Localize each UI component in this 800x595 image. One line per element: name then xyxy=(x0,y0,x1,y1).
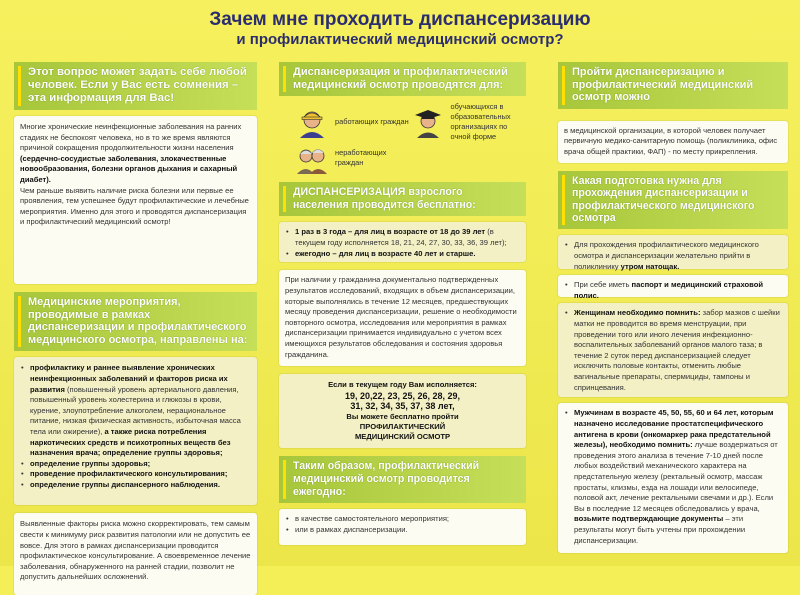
year-box xyxy=(279,374,526,448)
documents-box xyxy=(279,270,526,366)
prep-list-3 xyxy=(564,308,782,393)
risk-box xyxy=(14,513,257,595)
intro-text-b: (сердечно-сосудистые заболевания, злокачественные новообразования, болезни органов дыхания и сахарный диабет). xyxy=(20,153,238,184)
student-icon xyxy=(411,106,445,138)
free-list xyxy=(285,227,520,259)
column-3 xyxy=(558,62,788,553)
prep-item: • Мужчинам в возрасте 45, 50, 55, 60 и 64 лет, которым назначено исследование простатспецифического антигена в крови (онкомаркер рака предстательной железы), необходимо помнить: лучше воздержаться от проведения этого анализа в течение 7-10 дней после любых воздействий механического характера на предстательную железу (ректальный осмотр, массаж простаты, клизмы, езда на лошади или велосипеде, половой акт, лечение ректальными свечами и др.). Если Вы в последние 12 месяцев обследовались у врача, возьмите подтверждающие документы – эти результаты могут быть учтены при прохождении диспансеризации. xyxy=(564,408,782,546)
who-item-working xyxy=(295,104,411,140)
annual-item: • в качестве самостоятельного мероприятия; xyxy=(285,514,520,525)
page-title xyxy=(0,10,800,50)
prep-item: • Для прохождения профилактического медицинского осмотра и диспансеризации желательно прийти в поликлинику утром натощак. xyxy=(564,240,782,272)
year-line: 31, 32, 34, 35, 37, 38 лет, xyxy=(350,401,455,412)
where-paragraph: в медицинской организации, в которой человек получает первичную медико-санитарную помощь (поликлиника, офис врача общей практики, ФАП) - по месту прикрепления. xyxy=(564,125,778,156)
measure-item: • определение группы диспансерного наблюдения. xyxy=(20,480,251,491)
annual-item: • или в рамках диспансеризации. xyxy=(285,525,520,536)
year-line: 19, 20,22, 23, 25, 26, 28, 29, xyxy=(344,390,461,401)
column-1 xyxy=(14,62,257,595)
measures-header: Медицинские мероприятия, проводимые в рамках диспансеризации и профилактического медицинского осмотра, направлены на: xyxy=(14,292,257,351)
measures-box xyxy=(14,357,257,505)
prep-item: • При себе иметь паспорт и медицинский страховой полис. xyxy=(564,280,782,301)
prep-list-2 xyxy=(564,280,782,301)
prep-list-4 xyxy=(564,408,782,546)
intro-paragraph-2: Чем раньше выявить наличие риска болезни или первые ее проявления, тем успешнее будут профилактические и лечебные мероприятия. Именно для этого и проводятся диспансеризация и профилактический медицинский осмотр! xyxy=(20,185,249,227)
page-title-line2: и профилактический медицинский осмотр? xyxy=(236,31,564,48)
prep-box-3 xyxy=(558,303,788,397)
who-grid xyxy=(279,104,526,176)
annual-box xyxy=(279,509,526,545)
who-label: обучающихся в образовательных организациях по очной форме xyxy=(450,102,511,142)
year-line: Если в текущем году Вам исполняется: xyxy=(328,380,477,390)
who-item-students xyxy=(411,104,527,140)
intro-paragraph-1 xyxy=(20,122,251,186)
prep-box-1 xyxy=(558,235,788,269)
year-line: МЕДИЦИНСКИЙ ОСМОТР xyxy=(354,432,451,442)
where-header: Пройти диспансеризацию и профилактический медицинский осмотр можно xyxy=(558,62,788,109)
intro-text-a: Многие хронические неинфекционные заболевания на ранних стадиях не беспокоят человека, но в то же время являются причиной сокращения продолжительности жизни населения xyxy=(20,122,242,153)
prep-list-1 xyxy=(564,240,782,272)
measure-item: • определение группы здоровья; xyxy=(20,459,251,470)
free-box xyxy=(279,222,526,262)
documents-paragraph: При наличии у гражданина документально подтвержденных результатов исследований, входящих в объем диспансеризации, которые выполнялись в течение 12 месяцев, предшествующих месяцу проведения диспансеризации, решение о необходимости повторного осмотра, исследования или мероприятия в рамках диспансеризации принимается индивидуально с учетом всех имеющихся результатов обследования и состояния здоровья гражданина. xyxy=(285,275,517,359)
measures-list xyxy=(20,363,251,490)
who-label: неработающих граждан xyxy=(335,148,387,168)
measure-item: • проведение профилактического консультирования; xyxy=(20,469,251,480)
who-header: Диспансеризация и профилактический медицинский осмотр проводятся для: xyxy=(279,62,526,96)
annual-header: Таким образом, профилактический медицинский осмотр проводится ежегодно: xyxy=(279,456,526,503)
free-item: • 1 раз в 3 года – для лиц в возрасте от 18 до 39 лет (в текущем году исполняется 18, 21, 24, 27, 30, 33, 36, 39 лет); xyxy=(285,227,520,248)
column-2 xyxy=(279,62,526,545)
prep-header: Какая подготовка нужна для прохождения диспансеризации и профилактического медицинского осмотра xyxy=(558,171,788,230)
who-label: работающих граждан xyxy=(335,117,409,127)
risk-paragraph: Выявленные факторы риска можно скорректировать, тем самым свести к минимуму риск развития патологии или не допустить ее вовсе. Для этого в рамках диспансеризации проводится профилактическое консультирование. А своевременное лечение заболевания, обнаруженного на ранней стадии, позволит не допустить дальнейших осложнений. xyxy=(20,519,251,582)
annual-list xyxy=(285,514,520,535)
intro-header: Этот вопрос может задать себе любой человек. Если у Вас есть сомнения – эта информация для Вас! xyxy=(14,62,257,110)
year-line: ПРОФИЛАКТИЧЕСКИЙ xyxy=(359,422,446,431)
intro-box xyxy=(14,116,257,284)
where-box xyxy=(558,121,788,163)
prep-box-2 xyxy=(558,275,788,300)
worker-icon xyxy=(295,106,329,138)
prep-box-4 xyxy=(558,403,788,553)
prep-item: • Женщинам необходимо помнить: забор мазков с шейки матки не проводится во время менструации, при проведении того или иного лечения инфекционно-воспалительных заболеваний органов малого таза; в течение 2 суток перед диспансеризацией следует исключить половые контакты, отменить любые вагинальные препараты, спермициды, тампоны и спринцевания. xyxy=(564,308,782,393)
who-item-nonworking xyxy=(295,140,411,176)
measure-item: • профилактику и раннее выявление хронических неинфекционных заболеваний и факторов риска их развития (повышенный уровень артериального давления, повышенный уровень холестерина и глюкозы в крови, курение, злоупотребление алкоголем, нерациональное питание, низкая физическая активность, избыточная масса тела или ожирение), а также риска потребления наркотических средств и психотропных веществ без назначения врача; определение группы здоровья; xyxy=(20,363,251,458)
free-item: • ежегодно – для лиц в возрасте 40 лет и старше. xyxy=(285,249,520,260)
free-header: ДИСПАНСЕРИЗАЦИЯ взрослого населения проводится бесплатно: xyxy=(279,182,526,216)
elderly-icon xyxy=(295,142,329,174)
year-line: Вы можете бесплатно пройти xyxy=(346,411,459,421)
page-title-line1: Зачем мне проходить диспансеризацию xyxy=(209,9,591,30)
